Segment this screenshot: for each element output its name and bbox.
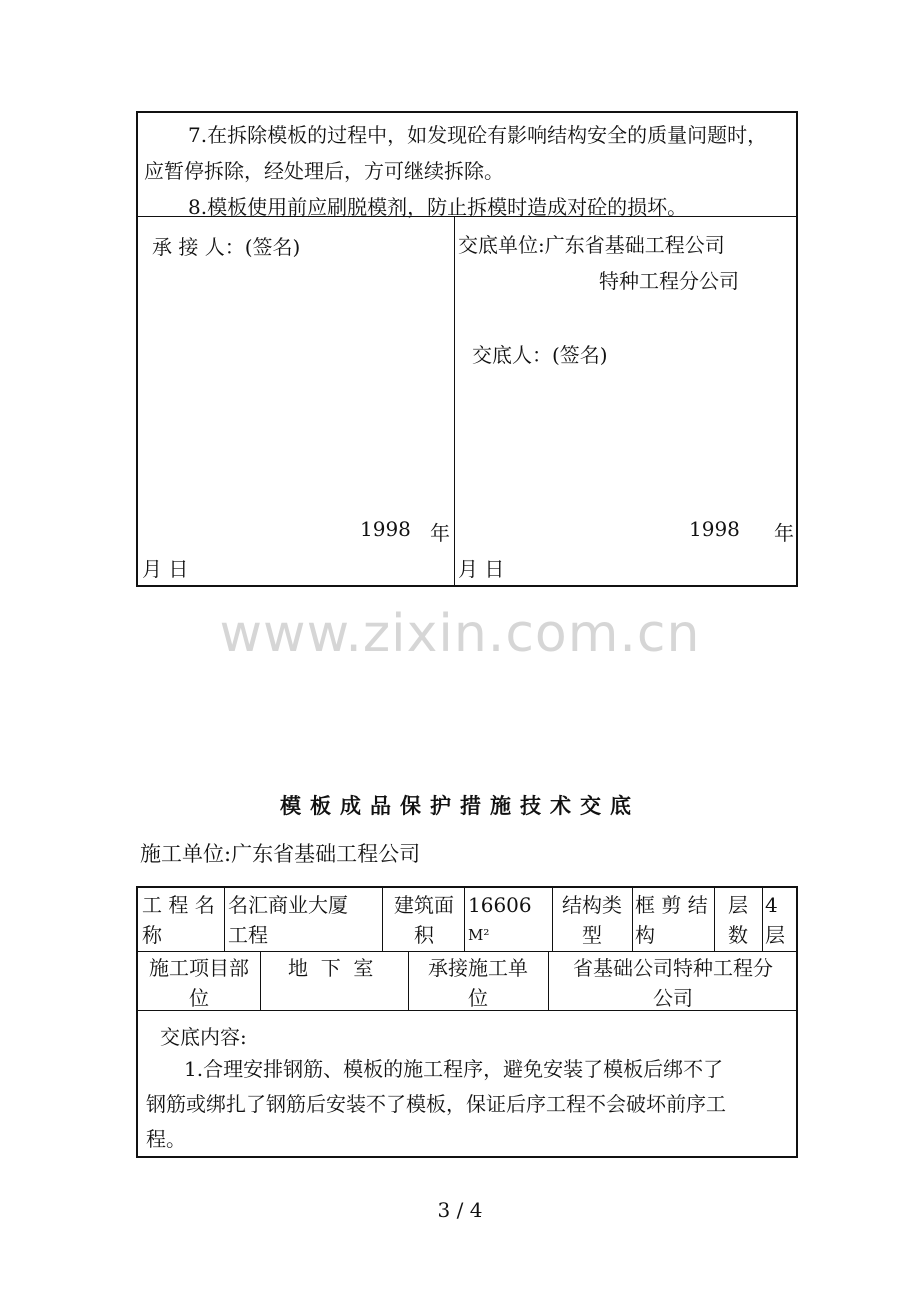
col-divider — [408, 951, 409, 1010]
project-name-label: 工 程 名 称 — [142, 893, 215, 947]
left-month-day: 月 日 — [142, 557, 189, 581]
col-divider — [762, 888, 763, 951]
content-label: 交底内容: — [160, 1025, 247, 1049]
work-part-label: 施工项目部 位 — [149, 956, 249, 1010]
col-divider — [464, 888, 465, 951]
area-label: 建筑面 积 — [394, 893, 454, 947]
floors-value: 4 层 — [765, 893, 785, 947]
floors-label: 层 数 — [728, 893, 748, 947]
watermark: www.zixin.com.cn — [219, 604, 701, 664]
col-divider — [548, 951, 549, 1010]
left-year-char: 年 — [430, 521, 450, 545]
note-7-line1: 7.在拆除模板的过程中，如发现砼有影响结构安全的质量问题时， — [188, 123, 768, 147]
project-name-value: 名汇商业大厦 工程 — [228, 893, 348, 947]
right-year: 1998 — [689, 517, 740, 541]
note-8: 8.模板使用前应刷脱模剂，防止拆模时造成对砼的损坏。 — [188, 195, 688, 219]
content-item-1-line2: 钢筋或绑扎了钢筋后安装不了模板，保证后序工程不会破坏前序工 — [146, 1092, 726, 1116]
discloser-unit-line1: 交底单位:广东省基础工程公司 — [458, 233, 725, 257]
discloser-label: 交底人：(签名) — [472, 343, 608, 367]
construction-unit: 施工单位:广东省基础工程公司 — [140, 842, 421, 866]
structure-type-value: 框 剪 结 构 — [635, 893, 708, 947]
left-year: 1998 — [360, 517, 411, 541]
area-value: 16606 M² — [468, 893, 532, 944]
notes-cell — [138, 113, 796, 217]
col-divider — [260, 951, 261, 1010]
document-title: 模板成品保护措施技术交底 — [280, 793, 640, 818]
note-7-line2: 应暂停拆除，经处理后，方可继续拆除。 — [144, 159, 504, 183]
discloser-unit-line2: 特种工程分公司 — [599, 269, 739, 293]
receiver-label: 承 接 人：(签名) — [152, 235, 301, 259]
signature-table — [136, 111, 798, 587]
right-month-day: 月 日 — [458, 557, 505, 581]
row-divider-1 — [138, 951, 796, 952]
col-divider — [552, 888, 553, 951]
disclosure-content — [138, 1012, 796, 1157]
content-item-1-line1: 1.合理安排钢筋、模板的施工程序，避免安装了模板后绑不了 — [184, 1057, 724, 1081]
contractor-label: 承接施工单 位 — [428, 956, 528, 1010]
col-divider — [224, 888, 225, 951]
page-number: 3 / 4 — [437, 1198, 483, 1222]
signature-divider — [454, 217, 455, 587]
col-divider — [382, 888, 383, 951]
disclosure-table — [136, 886, 798, 1158]
col-divider — [632, 888, 633, 951]
content-item-1-line3: 程。 — [146, 1127, 186, 1151]
work-part-value: 地 下 室 — [288, 956, 374, 980]
contractor-value: 省基础公司特种工程分 公司 — [573, 956, 773, 1010]
structure-type-label: 结构类 型 — [562, 893, 622, 947]
right-year-char: 年 — [774, 521, 794, 545]
